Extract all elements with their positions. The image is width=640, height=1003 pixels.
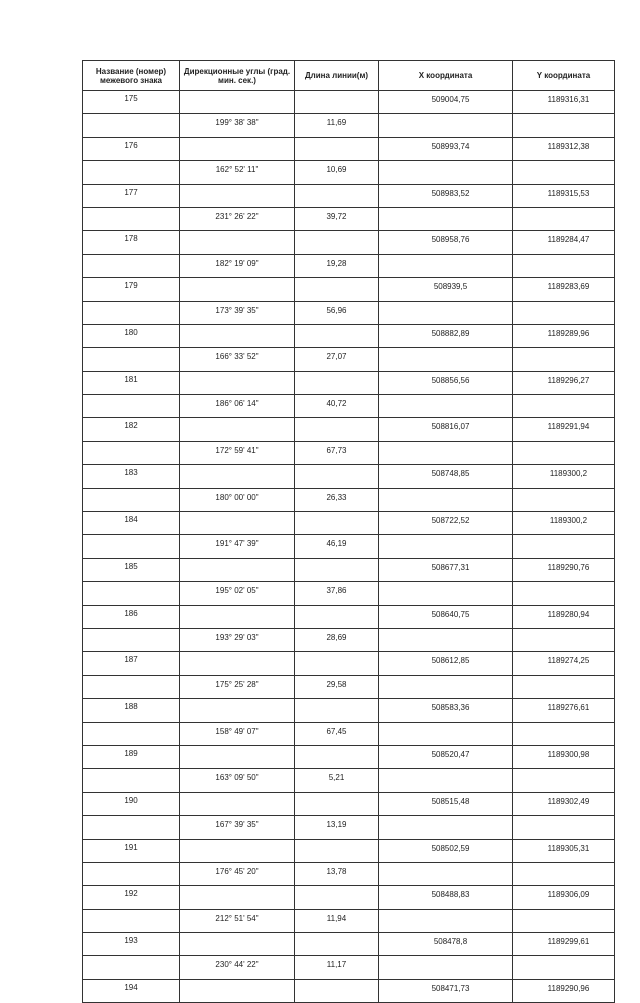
empty-cell: [379, 395, 513, 418]
direction-angle-value: 195° 02' 05": [180, 582, 295, 605]
empty-cell: [83, 956, 180, 979]
point-number: 194: [83, 979, 180, 1002]
empty-cell: [513, 675, 615, 698]
x-coordinate-value: 508748,85: [379, 465, 513, 488]
header-boundary-mark: Название (номер) межевого знака: [83, 61, 180, 91]
direction-angle-value: 176° 45' 20": [180, 862, 295, 885]
direction-angle-value: 231° 26' 22": [180, 207, 295, 230]
empty-cell: [379, 722, 513, 745]
y-coordinate-value: 1189284,47: [513, 231, 615, 254]
empty-cell: [295, 558, 379, 581]
x-coordinate-value: 508983,52: [379, 184, 513, 207]
point-row: [83, 652, 615, 675]
boundary-points-table: [82, 60, 615, 1003]
line-length-value: 39,72: [295, 207, 379, 230]
x-coordinate-value: 508583,36: [379, 699, 513, 722]
empty-cell: [513, 441, 615, 464]
point-number: 189: [83, 745, 180, 768]
line-row: [83, 254, 615, 277]
empty-cell: [379, 769, 513, 792]
empty-cell: [180, 558, 295, 581]
point-row: [83, 231, 615, 254]
empty-cell: [379, 862, 513, 885]
y-coordinate-value: 1189280,94: [513, 605, 615, 628]
line-length-value: 11,69: [295, 114, 379, 137]
x-coordinate-value: 508993,74: [379, 137, 513, 160]
line-row: [83, 722, 615, 745]
line-length-value: 37,86: [295, 582, 379, 605]
empty-cell: [295, 418, 379, 441]
empty-cell: [295, 699, 379, 722]
empty-cell: [513, 535, 615, 558]
line-row: [83, 395, 615, 418]
empty-cell: [83, 722, 180, 745]
empty-cell: [180, 465, 295, 488]
y-coordinate-value: 1189296,27: [513, 371, 615, 394]
empty-cell: [379, 488, 513, 511]
empty-cell: [180, 933, 295, 956]
empty-cell: [379, 628, 513, 651]
line-row: [83, 207, 615, 230]
point-number: 193: [83, 933, 180, 956]
direction-angle-value: 191° 47' 39": [180, 535, 295, 558]
point-number: 185: [83, 558, 180, 581]
empty-cell: [180, 371, 295, 394]
empty-cell: [180, 91, 295, 114]
empty-cell: [295, 792, 379, 815]
line-length-value: 5,21: [295, 769, 379, 792]
empty-cell: [180, 745, 295, 768]
x-coordinate-value: 508471,73: [379, 979, 513, 1002]
empty-cell: [83, 441, 180, 464]
empty-cell: [180, 324, 295, 347]
x-coordinate-value: 508478,8: [379, 933, 513, 956]
line-length-value: 56,96: [295, 301, 379, 324]
empty-cell: [83, 348, 180, 371]
empty-cell: [379, 816, 513, 839]
point-number: 183: [83, 465, 180, 488]
x-coordinate-value: 509004,75: [379, 91, 513, 114]
direction-angle-value: 186° 06' 14": [180, 395, 295, 418]
point-row: [83, 184, 615, 207]
point-row: [83, 371, 615, 394]
empty-cell: [180, 512, 295, 535]
empty-cell: [295, 324, 379, 347]
y-coordinate-value: 1189306,09: [513, 886, 615, 909]
direction-angle-value: 175° 25' 28": [180, 675, 295, 698]
x-coordinate-value: 508882,89: [379, 324, 513, 347]
empty-cell: [83, 161, 180, 184]
header-y-coordinate: Y координата: [513, 61, 615, 91]
empty-cell: [180, 652, 295, 675]
line-length-value: 10,69: [295, 161, 379, 184]
line-row: [83, 535, 615, 558]
x-coordinate-value: 508488,83: [379, 886, 513, 909]
empty-cell: [180, 278, 295, 301]
direction-angle-value: 163° 09' 50": [180, 769, 295, 792]
line-row: [83, 909, 615, 932]
x-coordinate-value: 508640,75: [379, 605, 513, 628]
direction-angle-value: 172° 59' 41": [180, 441, 295, 464]
y-coordinate-value: 1189305,31: [513, 839, 615, 862]
point-row: [83, 465, 615, 488]
empty-cell: [513, 114, 615, 137]
point-number: 176: [83, 137, 180, 160]
line-row: [83, 628, 615, 651]
line-row: [83, 675, 615, 698]
empty-cell: [180, 418, 295, 441]
direction-angle-value: 212° 51' 54": [180, 909, 295, 932]
point-number: 192: [83, 886, 180, 909]
empty-cell: [180, 839, 295, 862]
line-length-value: 26,33: [295, 488, 379, 511]
point-number: 186: [83, 605, 180, 628]
y-coordinate-value: 1189315,53: [513, 184, 615, 207]
x-coordinate-value: 508515,48: [379, 792, 513, 815]
empty-cell: [379, 909, 513, 932]
point-number: 179: [83, 278, 180, 301]
empty-cell: [295, 605, 379, 628]
line-length-value: 13,78: [295, 862, 379, 885]
line-length-value: 67,73: [295, 441, 379, 464]
y-coordinate-value: 1189290,76: [513, 558, 615, 581]
line-length-value: 11,94: [295, 909, 379, 932]
empty-cell: [513, 816, 615, 839]
empty-cell: [295, 465, 379, 488]
empty-cell: [379, 441, 513, 464]
empty-cell: [295, 839, 379, 862]
empty-cell: [83, 769, 180, 792]
y-coordinate-value: 1189316,31: [513, 91, 615, 114]
x-coordinate-value: 508612,85: [379, 652, 513, 675]
empty-cell: [295, 886, 379, 909]
point-number: 184: [83, 512, 180, 535]
y-coordinate-value: 1189299,61: [513, 933, 615, 956]
empty-cell: [295, 652, 379, 675]
y-coordinate-value: 1189289,96: [513, 324, 615, 347]
line-row: [83, 348, 615, 371]
line-row: [83, 862, 615, 885]
point-row: [83, 979, 615, 1002]
x-coordinate-value: 508502,59: [379, 839, 513, 862]
empty-cell: [83, 301, 180, 324]
line-length-value: 46,19: [295, 535, 379, 558]
empty-cell: [83, 207, 180, 230]
empty-cell: [295, 137, 379, 160]
point-row: [83, 933, 615, 956]
table-header-row: [83, 61, 615, 91]
y-coordinate-value: 1189300,2: [513, 465, 615, 488]
empty-cell: [295, 231, 379, 254]
direction-angle-value: 173° 39' 35": [180, 301, 295, 324]
direction-angle-value: 230° 44' 22": [180, 956, 295, 979]
empty-cell: [180, 886, 295, 909]
empty-cell: [295, 91, 379, 114]
line-row: [83, 488, 615, 511]
line-length-value: 11,17: [295, 956, 379, 979]
y-coordinate-value: 1189302,49: [513, 792, 615, 815]
y-coordinate-value: 1189274,25: [513, 652, 615, 675]
empty-cell: [83, 535, 180, 558]
empty-cell: [379, 301, 513, 324]
point-number: 182: [83, 418, 180, 441]
line-length-value: 19,28: [295, 254, 379, 277]
point-number: 187: [83, 652, 180, 675]
empty-cell: [295, 278, 379, 301]
empty-cell: [295, 371, 379, 394]
y-coordinate-value: 1189291,94: [513, 418, 615, 441]
direction-angle-value: 180° 00' 00": [180, 488, 295, 511]
empty-cell: [83, 582, 180, 605]
empty-cell: [379, 161, 513, 184]
empty-cell: [83, 628, 180, 651]
point-number: 180: [83, 324, 180, 347]
empty-cell: [295, 512, 379, 535]
direction-angle-value: 167° 39' 35": [180, 816, 295, 839]
header-line-length: Длина линии(м): [295, 61, 379, 91]
line-row: [83, 769, 615, 792]
empty-cell: [83, 675, 180, 698]
header-direction-angle: Дирекционные углы (град. мин. сек.): [180, 61, 295, 91]
point-number: 175: [83, 91, 180, 114]
y-coordinate-value: 1189276,61: [513, 699, 615, 722]
empty-cell: [513, 395, 615, 418]
empty-cell: [180, 184, 295, 207]
point-row: [83, 558, 615, 581]
point-number: 190: [83, 792, 180, 815]
empty-cell: [513, 722, 615, 745]
empty-cell: [513, 909, 615, 932]
x-coordinate-value: 508816,07: [379, 418, 513, 441]
point-row: [83, 91, 615, 114]
empty-cell: [379, 254, 513, 277]
point-row: [83, 278, 615, 301]
empty-cell: [83, 488, 180, 511]
empty-cell: [513, 582, 615, 605]
point-row: [83, 324, 615, 347]
empty-cell: [513, 769, 615, 792]
point-number: 178: [83, 231, 180, 254]
empty-cell: [513, 628, 615, 651]
empty-cell: [295, 933, 379, 956]
direction-angle-value: 162° 52' 11": [180, 161, 295, 184]
empty-cell: [295, 979, 379, 1002]
point-row: [83, 745, 615, 768]
line-row: [83, 582, 615, 605]
empty-cell: [83, 395, 180, 418]
empty-cell: [295, 745, 379, 768]
empty-cell: [513, 862, 615, 885]
line-length-value: 29,58: [295, 675, 379, 698]
empty-cell: [379, 207, 513, 230]
x-coordinate-value: 508939,5: [379, 278, 513, 301]
line-length-value: 28,69: [295, 628, 379, 651]
point-row: [83, 886, 615, 909]
y-coordinate-value: 1189300,98: [513, 745, 615, 768]
line-length-value: 40,72: [295, 395, 379, 418]
line-length-value: 13,19: [295, 816, 379, 839]
header-x-coordinate: X координата: [379, 61, 513, 91]
x-coordinate-value: 508722,52: [379, 512, 513, 535]
empty-cell: [180, 792, 295, 815]
point-row: [83, 699, 615, 722]
empty-cell: [83, 254, 180, 277]
direction-angle-value: 199° 38' 38": [180, 114, 295, 137]
y-coordinate-value: 1189300,2: [513, 512, 615, 535]
line-row: [83, 956, 615, 979]
x-coordinate-value: 508520,47: [379, 745, 513, 768]
empty-cell: [379, 675, 513, 698]
empty-cell: [180, 979, 295, 1002]
empty-cell: [180, 605, 295, 628]
empty-cell: [180, 699, 295, 722]
empty-cell: [83, 909, 180, 932]
empty-cell: [379, 348, 513, 371]
x-coordinate-value: 508856,56: [379, 371, 513, 394]
y-coordinate-value: 1189312,38: [513, 137, 615, 160]
point-number: 181: [83, 371, 180, 394]
point-number: 191: [83, 839, 180, 862]
empty-cell: [513, 254, 615, 277]
point-row: [83, 605, 615, 628]
empty-cell: [379, 114, 513, 137]
empty-cell: [513, 956, 615, 979]
point-row: [83, 792, 615, 815]
y-coordinate-value: 1189290,96: [513, 979, 615, 1002]
empty-cell: [295, 184, 379, 207]
empty-cell: [513, 348, 615, 371]
empty-cell: [513, 207, 615, 230]
direction-angle-value: 193° 29' 03": [180, 628, 295, 651]
empty-cell: [180, 231, 295, 254]
direction-angle-value: 158° 49' 07": [180, 722, 295, 745]
line-length-value: 27,07: [295, 348, 379, 371]
point-number: 177: [83, 184, 180, 207]
direction-angle-value: 166° 33' 52": [180, 348, 295, 371]
line-row: [83, 161, 615, 184]
x-coordinate-value: 508677,31: [379, 558, 513, 581]
point-row: [83, 839, 615, 862]
line-row: [83, 816, 615, 839]
y-coordinate-value: 1189283,69: [513, 278, 615, 301]
empty-cell: [180, 137, 295, 160]
empty-cell: [513, 488, 615, 511]
empty-cell: [513, 161, 615, 184]
x-coordinate-value: 508958,76: [379, 231, 513, 254]
empty-cell: [83, 816, 180, 839]
empty-cell: [379, 956, 513, 979]
table-body: [83, 91, 615, 1003]
line-row: [83, 301, 615, 324]
line-length-value: 67,45: [295, 722, 379, 745]
empty-cell: [379, 535, 513, 558]
empty-cell: [83, 114, 180, 137]
point-row: [83, 418, 615, 441]
line-row: [83, 114, 615, 137]
point-row: [83, 512, 615, 535]
empty-cell: [379, 582, 513, 605]
line-row: [83, 441, 615, 464]
direction-angle-value: 182° 19' 09": [180, 254, 295, 277]
empty-cell: [83, 862, 180, 885]
point-row: [83, 137, 615, 160]
point-number: 188: [83, 699, 180, 722]
empty-cell: [513, 301, 615, 324]
